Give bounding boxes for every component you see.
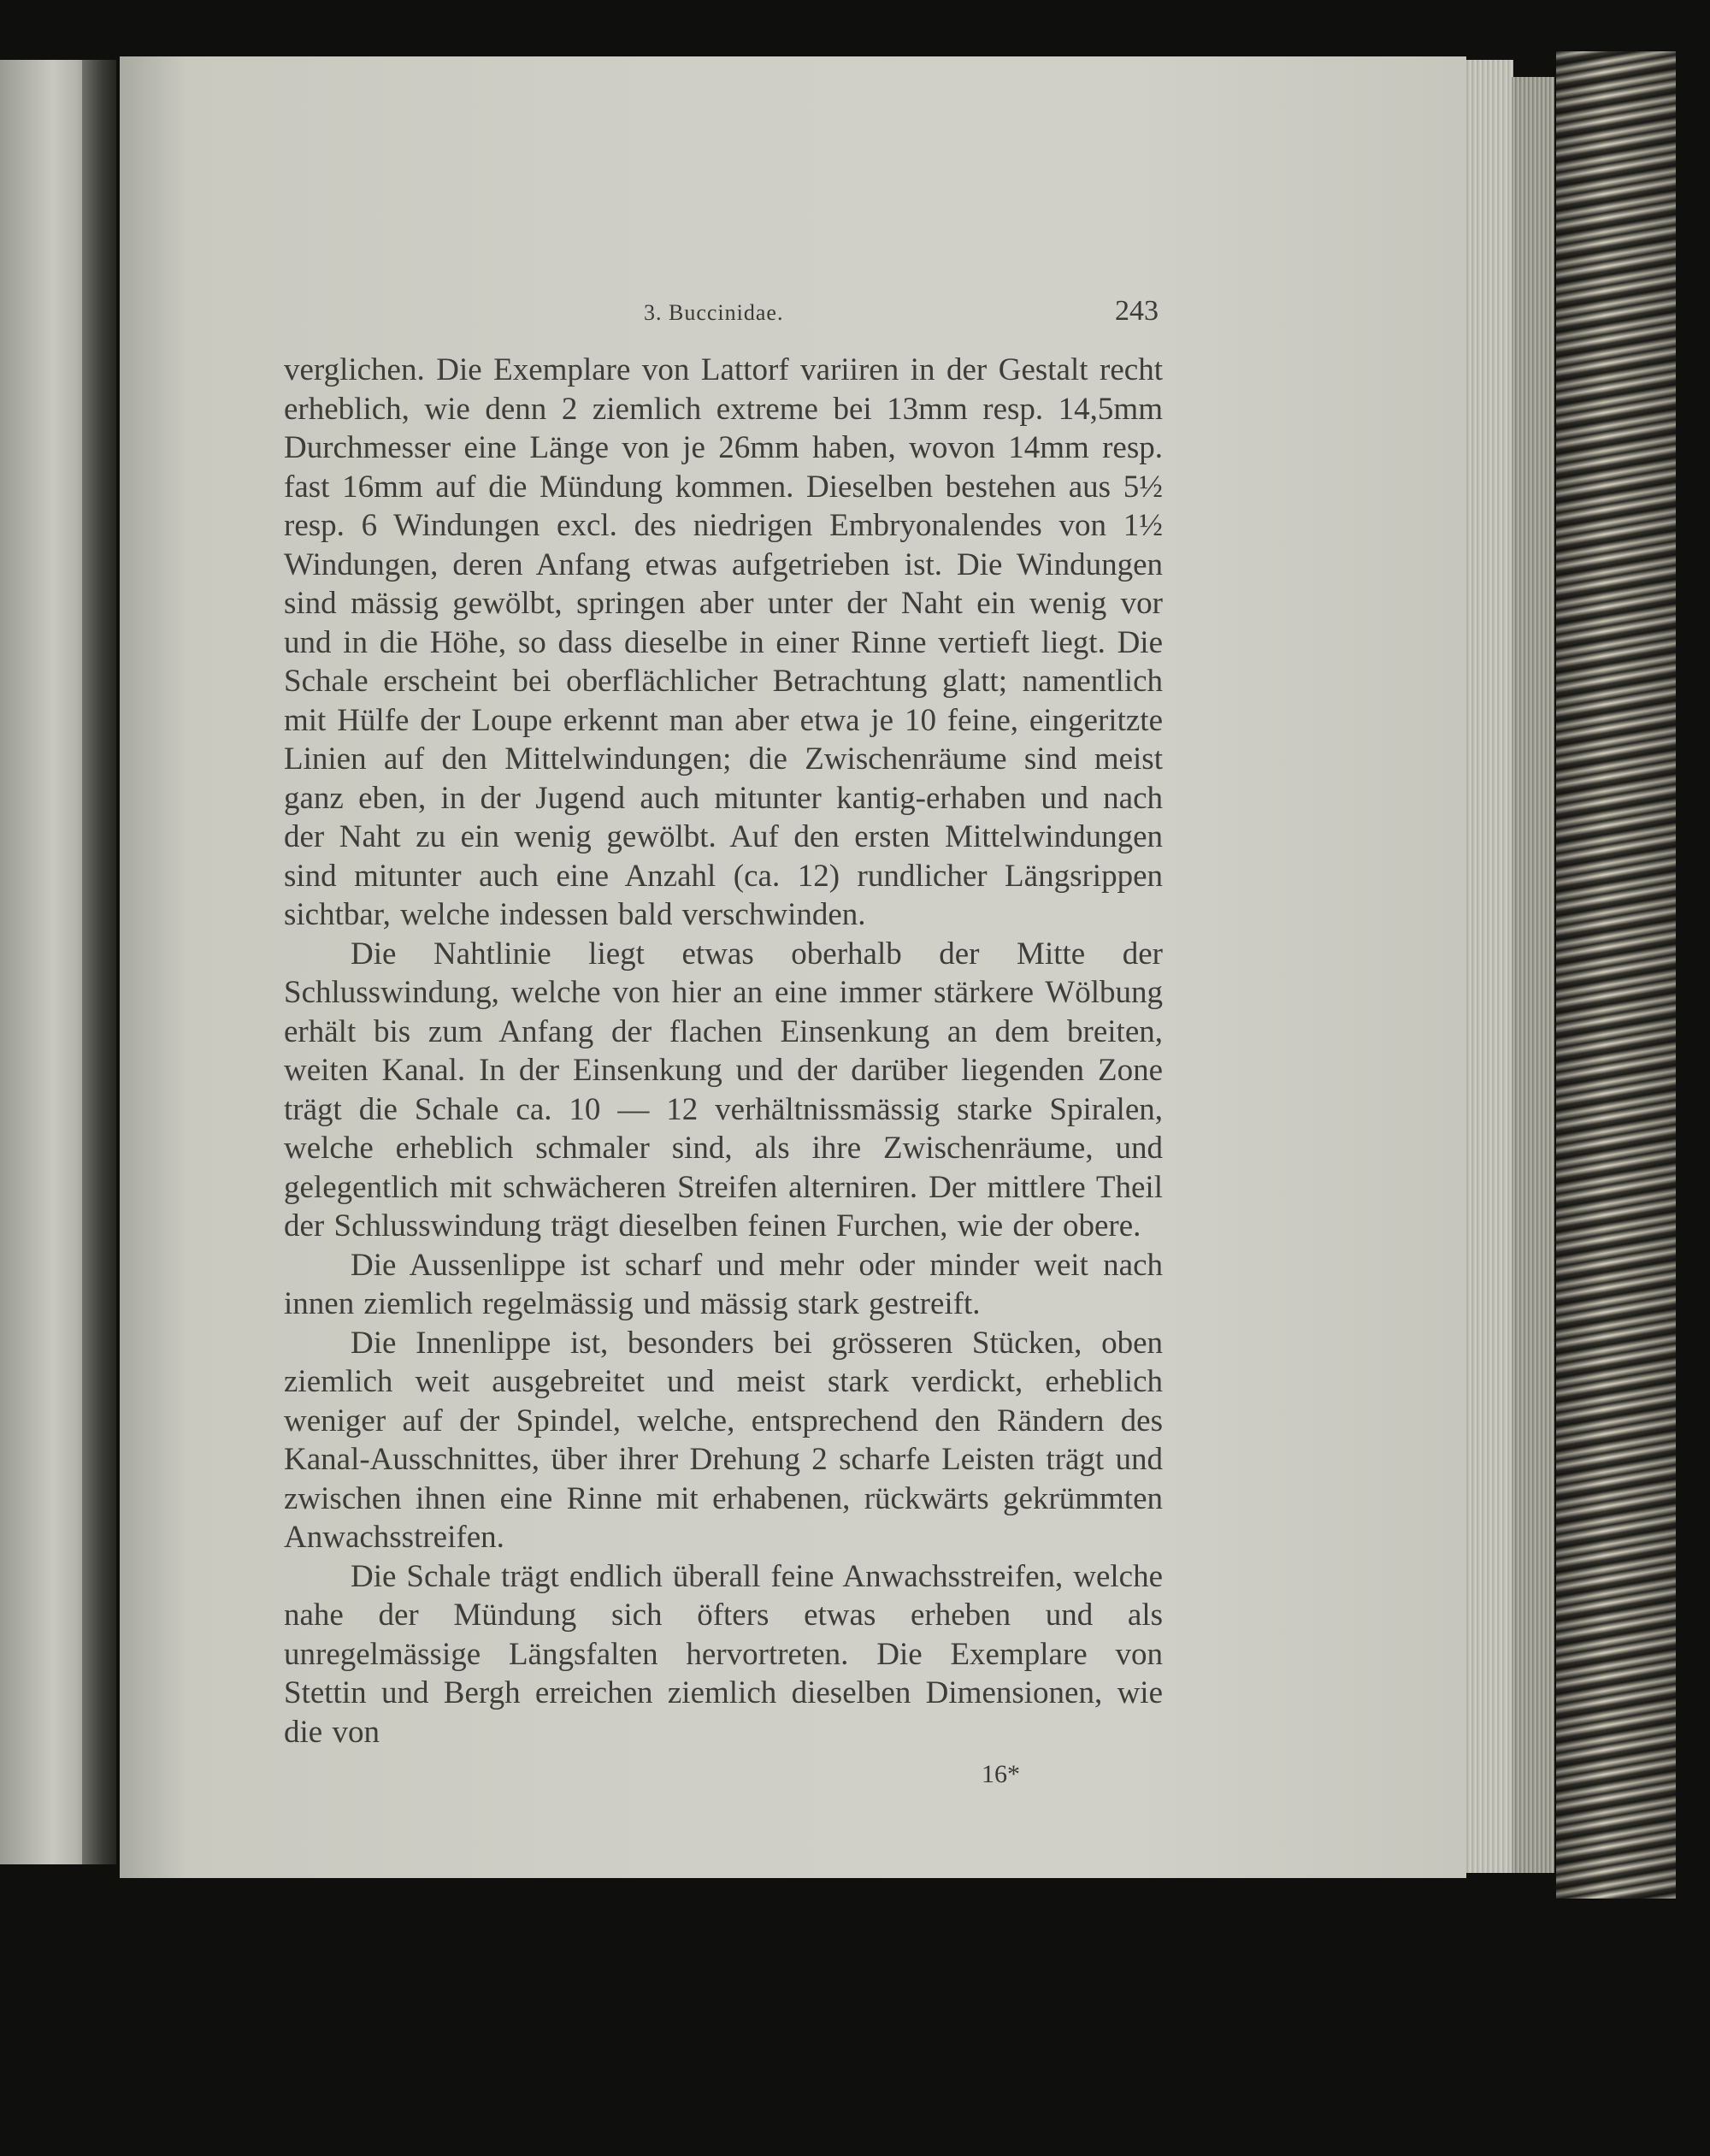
paragraph-5: Die Schale trägt endlich überall feine Anwachsstreifen, welche nahe der Mündung sich öfters etwas erheben und als unregelmässige Längsfalten hervortreten. Die Exemplare von Stettin und Bergh erreichen ziemlich dieselben Dimensionen, wie die von (284, 1558, 1163, 1750)
marbled-edge-shading (1556, 51, 1676, 1899)
page-number: 243 (1115, 295, 1159, 327)
paragraph-1: verglichen. Die Exemplare von Lattorf variiren in der Gestalt recht erheblich, wie denn 2 ziemlich extreme bei 13mm resp. 14,5mm Durchmesser eine Länge von je 26mm haben, wovon 14mm resp. fast 16mm auf die Mündung kommen. Dieselben bestehen aus 5½ resp. 6 Windungen excl. des niedrigen Embryonalendes von 1½ Windungen, deren Anfang etwas aufgetrieben ist. Die Windungen sind mässig gewölbt, springen aber unter der Naht ein wenig vor und in die Höhe, so dass dieselbe in einer Rinne vertieft liegt. Die Schale erscheint bei oberflächlicher Betrachtung glatt; namentlich mit Hülfe der Loupe erkennt man aber etwa je 10 feine, eingeritzte Linien auf den Mittelwindungen; die Zwischenräume sind meist ganz eben, in der Jugend auch mitunter kantig-erhaben und nach der Naht zu ein wenig gewölbt. Auf den ersten Mittelwindungen sind mitunter auch eine Anzahl (ca. 12) rundlicher Längsrippen sichtbar, welche indessen bald verschwinden. (284, 352, 1163, 932)
page-stack-edges-dark (1512, 77, 1554, 1873)
left-gutter-shadow (82, 60, 116, 1864)
paragraph-3: Die Aussenlippe ist scharf und mehr oder minder weit nach innen ziemlich regelmässig und mässig stark gestreift. (284, 1247, 1163, 1321)
signature-mark: 16* (982, 1760, 1020, 1788)
paragraph-2: Die Nahtlinie liegt etwas oberhalb der Mitte der Schlusswindung, welche von hier an eine immer stärkere Wölbung erhält bis zum Anfang der flachen Einsenkung an dem breiten, weiten Kanal. In der Einsenkung und der darüber liegenden Zone trägt die Schale ca. 10 — 12 verhältnissmässig starke Spiralen, welche erheblich schmaler sind, als ihre Zwischenräume, und gelegentlich mit schwächeren Streifen alterniren. Der mittlere Theil der Schlusswindung trägt dieselben feinen Furchen, wie der obere. (284, 936, 1163, 1243)
page-body-text (284, 351, 1163, 1751)
page-header (286, 295, 1159, 338)
paragraph-4: Die Innenlippe ist, besonders bei grösseren Stücken, oben ziemlich weit ausgebreitet und meist stark verdickt, erheblich weniger auf der Spindel, welche, entsprechend den Rändern des Kanal-Ausschnittes, über ihrer Drehung 2 scharfe Leisten trägt und zwischen ihnen eine Rinne mit erhabenen, rückwärts gekrümmten Anwachsstreifen. (284, 1325, 1163, 1555)
running-head: 3. Buccinidae. (644, 300, 784, 325)
